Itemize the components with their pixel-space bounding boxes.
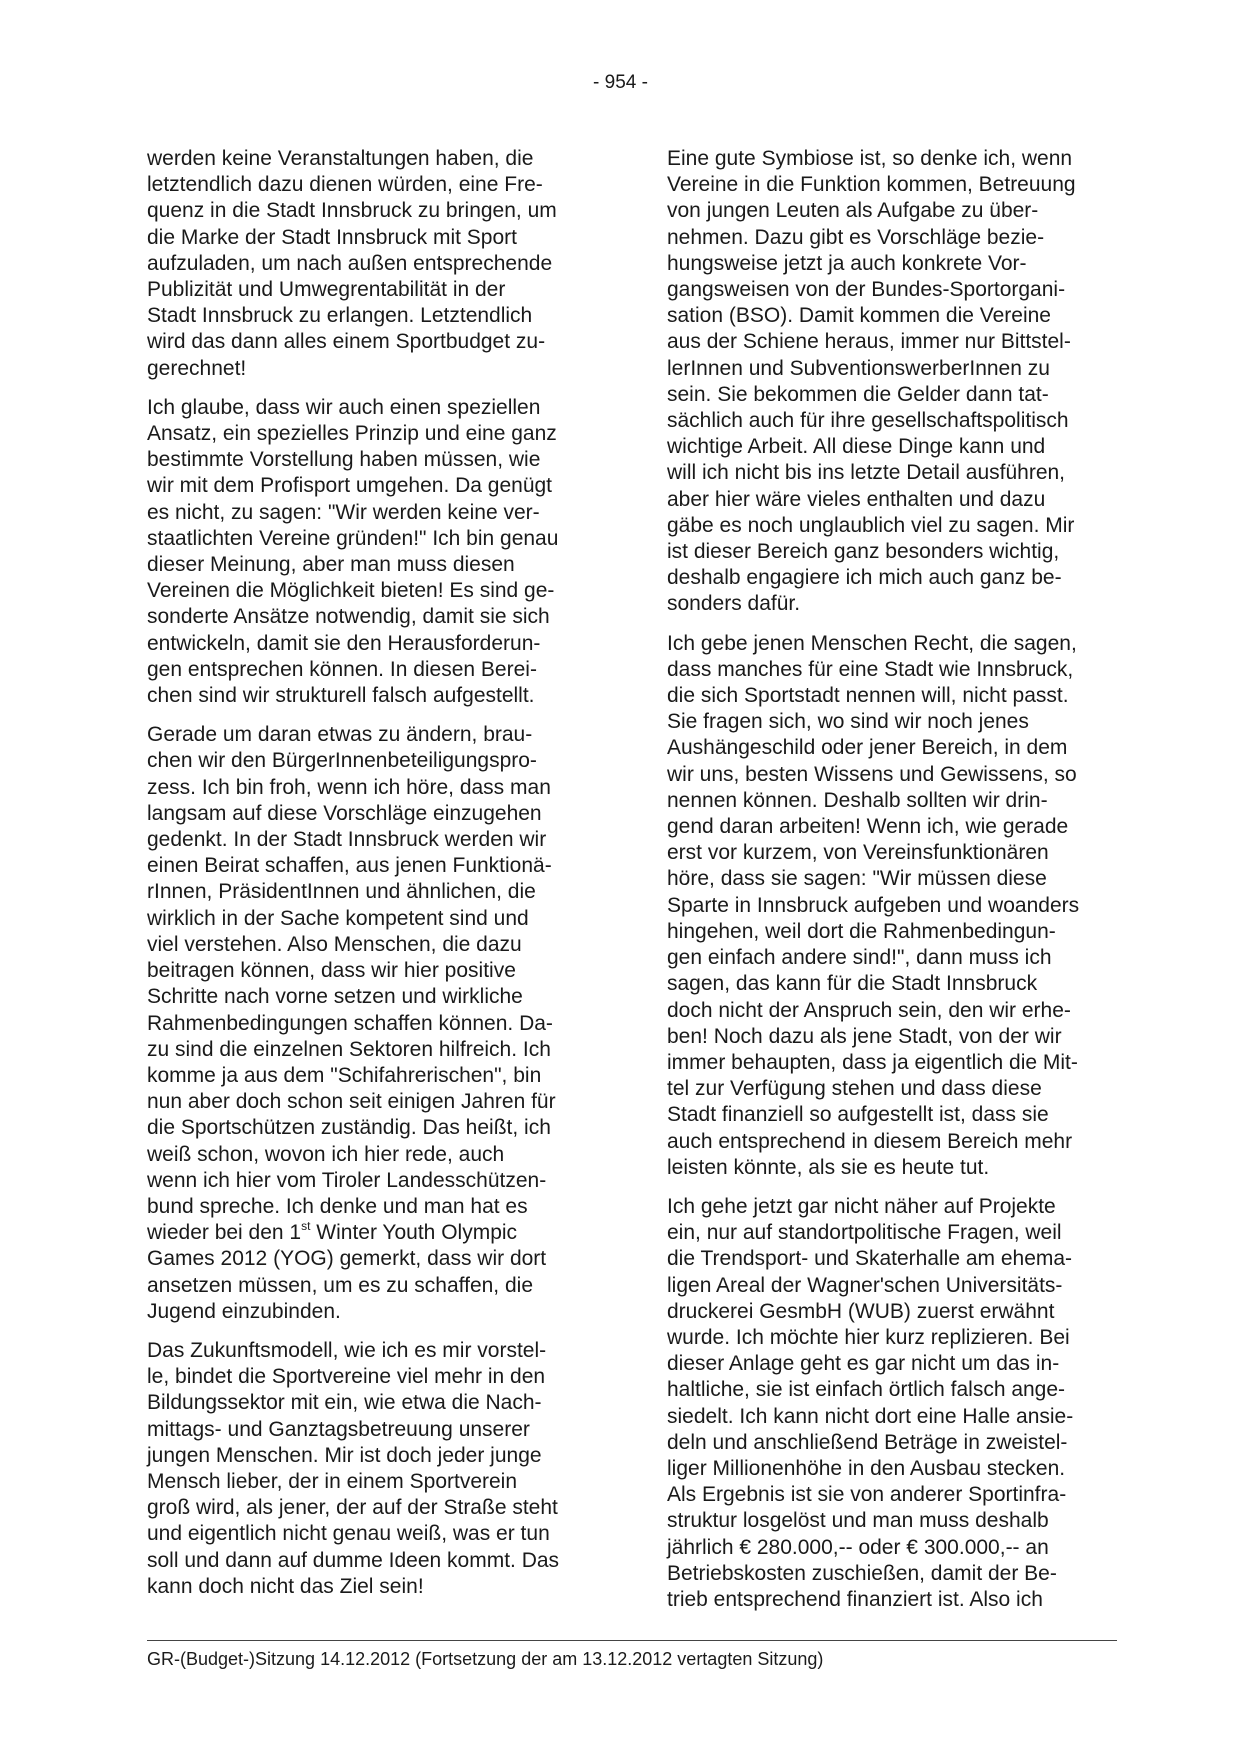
paragraph: Ich gehe jetzt gar nicht näher auf Projekte ein, nur auf standortpolitische Fragen, weil die Trendsport- und Skaterhalle am ehema- ligen Areal der Wagner'schen Universitäts- druckerei GesmbH (WUB) zuerst erwähnt wurde. Ich möchte hier kurz replizieren. Bei dieser Anlage geht es gar nicht um das in- haltliche, sie ist einfach örtlich falsch ange- siedelt. Ich kann nicht dort eine Halle ansie- deln und anschließend Beträge in zweistel- liger Millionenhöhe in den Ausbau stecken. Als Ergebnis ist sie von anderer Sportinfra- struktur losgelöst und man muss deshalb jährlich € 280.000,-- oder € 300.000,-- an Betriebskosten zuschießen, damit der Be- trieb entsprechend finanziert ist. Also ich (667, 1194, 1074, 1611)
superscript-ordinal: st (301, 1219, 311, 1234)
paragraph: Ich gebe jenen Menschen Recht, die sagen, dass manches für eine Stadt wie Innsbruck, die sich Sportstadt nennen will, nicht passt. Sie fragen sich, wo sind wir noch jenes Aushängeschild oder jener Bereich, in dem wir uns, besten Wissens und Gewissens, so nennen können. Deshalb sollten wir drin- gend daran arbeiten! Wenn ich, wie gerade erst vor kurzem, von Vereinsfunktionären höre, dass sie sagen: "Wir müssen diese Sparte in Innsbruck aufgeben und woanders hingehen, weil dort die Rahmenbedingun- gen einfach andere sind!", dann muss ich sagen, das kann für die Stadt Innsbruck doch nicht der Anspruch sein, den wir erhe- ben! Noch dazu als jene Stadt, von der wir immer behaupten, dass ja eigentlich die Mit- tel zur Verfügung stehen und dass diese Stadt finanziell so aufgestellt ist, dass sie auch entsprechend in diesem Bereich mehr leisten könnte, als sie es heute tut. (667, 631, 1080, 1179)
right-column (667, 146, 1137, 1626)
paragraph-text: Winter Youth Olympic Games 2012 (YOG) gemerkt, dass wir dort ansetzen müssen, um es zu schaffen, die Jugend einzubinden. (147, 1221, 547, 1323)
paragraph (147, 722, 607, 1325)
paragraph-text: Gerade um daran etwas zu ändern, brau- chen wir den BürgerInnenbeteiligungspro- zess. Ich bin froh, wenn ich höre, dass man langsam auf diese Vorschläge einzugehen gedenkt. In der Stadt Innsbruck werden wir einen Beirat schaffen, aus jenen Funktionä- rInnen, PräsidentInnen und ähnlichen, die wirklich in der Sache kompetent sind und viel verstehen. Also Menschen, die dazu beitragen können, dass wir hier positive Schritte nach vorne setzen und wirkliche Rahmenbedingungen schaffen können. Da- zu sind die einzelnen Sektoren hilfreich. Ich komme ja aus dem "Schifahrerischen", bin nun aber doch schon seit einigen Jahren für die Sportschützen zuständig. Das heißt, ich weiß schon, wovon ich hier rede, auch wenn ich hier vom Tiroler Landesschützen- bund spreche. Ich denke und man hat es wieder bei den 1 (147, 723, 556, 1245)
paragraph: werden keine Veranstaltungen haben, die letztendlich dazu dienen würden, eine Fre- quenz in die Stadt Innsbruck zu bringen, um die Marke der Stadt Innsbruck mit Sport aufzuladen, um nach außen entsprechende Publizität und Umwegrentabilität in der Stadt Innsbruck zu erlangen. Letztendlich wird das dann alles einem Sportbudget zu- gerechnet! (147, 147, 557, 380)
left-column (147, 146, 607, 1613)
paragraph: Eine gute Symbiose ist, so denke ich, wenn Vereine in die Funktion kommen, Betreuung von jungen Leuten als Aufgabe zu über- nehmen. Dazu gibt es Vorschläge bezie- hungsweise jetzt ja auch konkrete Vor- gangsweisen von der Bundes-Sportorgani- sation (BSO). Damit kommen die Vereine aus der Schiene heraus, immer nur Bittstel- lerInnen und SubventionswerberInnen zu sein. Sie bekommen die Gelder dann tat- sächlich auch für ihre gesellschaftspolitisch wichtige Arbeit. All diese Dinge kann und will ich nicht bis ins letzte Detail ausführen, aber hier wäre vieles enthalten und dazu gäbe es noch unglaublich viel zu sagen. Mir ist dieser Bereich ganz besonders wichtig, deshalb engagiere ich mich auch ganz be- sonders dafür. (667, 147, 1076, 616)
paragraph: Das Zukunftsmodell, wie ich es mir vorstel- le, bindet die Sportvereine viel mehr in den Bildungssektor mit ein, wie etwa die Nach- mittags- und Ganztagsbetreuung unserer jungen Menschen. Mir ist doch jeder junge Mensch lieber, der in einem Sportverein groß wird, als jener, der auf der Straße steht und eigentlich nicht genau weiß, was er tun soll und dann auf dumme Ideen kommt. Das kann doch nicht das Ziel sein! (147, 1338, 560, 1598)
paragraph: Ich glaube, dass wir auch einen speziellen Ansatz, ein spezielles Prinzip und eine ganz bestimmte Vorstellung haben müssen, wie wir mit dem Profisport umgehen. Da genügt es nicht, zu sagen: "Wir werden keine ver- staatlichten Vereine gründen!" Ich bin genau dieser Meinung, aber man muss diesen Vereinen die Möglichkeit bieten! Es sind ge- sonderte Ansätze notwendig, damit sie sich entwickeln, damit sie den Herausforderun- gen entsprechen können. In diesen Berei- chen sind wir strukturell falsch aufgestellt. (147, 395, 559, 708)
footer-session-info: GR-(Budget-)Sitzung 14.12.2012 (Fortsetzung der am 13.12.2012 vertagten Sitzung) (147, 1649, 824, 1669)
footer-divider (147, 1640, 1117, 1641)
page-number: - 954 - (593, 72, 648, 93)
